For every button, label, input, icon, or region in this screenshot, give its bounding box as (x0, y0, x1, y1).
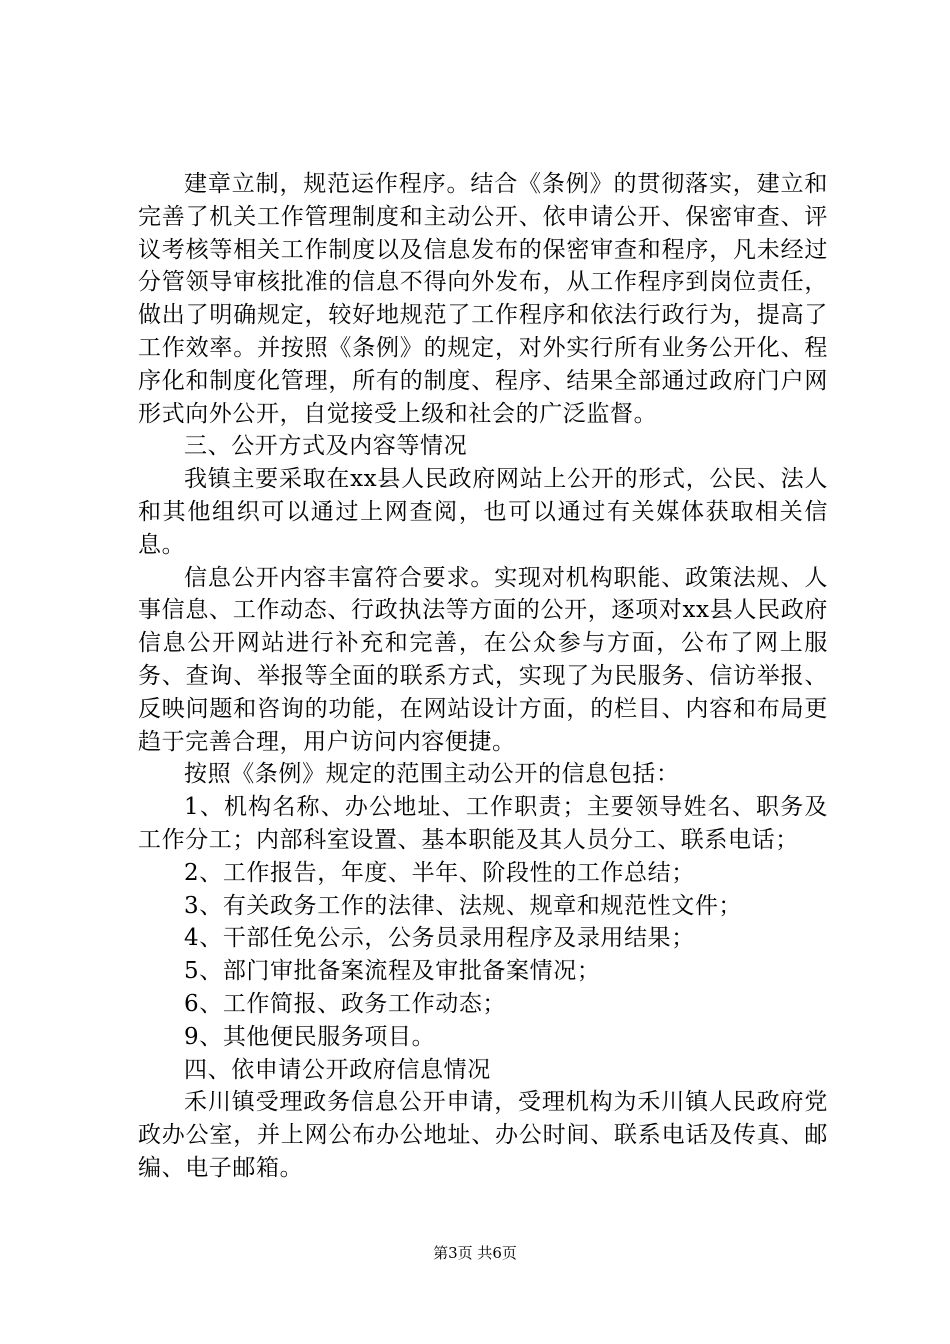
document-body (138, 168, 828, 1185)
paragraph-scope-intro: 按照《条例》规定的范围主动公开的信息包括： (184, 761, 680, 788)
list-item-9: 9、其他便民服务项目。 (184, 1023, 436, 1050)
list-item-2: 2、工作报告，年度、半年、阶段性的工作总结； (184, 859, 695, 886)
paragraph-disclosure-method: 我镇主要采取在xx县人民政府网站上公开的形式，公民、法人和其他组织可以通过上网查阅，也可以通过有关媒体获取相关信息。 (138, 466, 828, 558)
paragraph-disclosure-content: 信息公开内容丰富符合要求。实现对机构职能、政策法规、人事信息、工作动态、行政执法等方面的公开，逐项对xx县人民政府信息公开网站进行补充和完善，在公众参与方面，公布了网上服务、查询、举报等全面的联系方式，实现了为民服务、信访举报、反映问题和咨询的功能，在网站设计方面，的栏目、内容和布局更趋于完善合理，用户访问内容便捷。 (138, 564, 828, 755)
section-heading-4: 四、依申请公开政府信息情况 (184, 1056, 491, 1083)
paragraph-rules: 建章立制，规范运作程序。结合《条例》的贯彻落实，建立和完善了机关工作管理制度和主动公开、依申请公开、保密审查、评议考核等相关工作制度以及信息发布的保密审查和程序，凡未经过分管领导审核批准的信息不得向外发布，从工作程序到岗位责任，做出了明确规定，较好地规范了工作程序和依法行政行为，提高了工作效率。并按照《条例》的规定，对外实行所有业务公开化、程序化和制度化管理，所有的制度、程序、结果全部通过政府门户网形式向外公开，自觉接受上级和社会的广泛监督。 (138, 171, 828, 427)
section-heading-3: 三、公开方式及内容等情况 (184, 433, 468, 460)
list-item-1: 1、机构名称、办公地址、工作职责；主要领导姓名、职务及工作分工；内部科室设置、基本职能及其人员分工、联系电话； (138, 794, 828, 853)
page-number-footer: 第3页 共6页 (433, 1244, 517, 1262)
list-item-3: 3、有关政务工作的法律、法规、规章和规范性文件； (184, 892, 743, 919)
list-item-6: 6、工作简报、政务工作动态； (184, 990, 507, 1017)
paragraph-application: 禾川镇受理政务信息公开申请，受理机构为禾川镇人民政府党政办公室，并上网公布办公地址、办公时间、联系电话及传真、邮编、电子邮箱。 (138, 1089, 828, 1181)
list-item-5: 5、部门审批备案流程及审批备案情况； (184, 958, 601, 985)
list-item-4: 4、干部任免公示，公务员录用程序及录用结果； (184, 925, 695, 952)
